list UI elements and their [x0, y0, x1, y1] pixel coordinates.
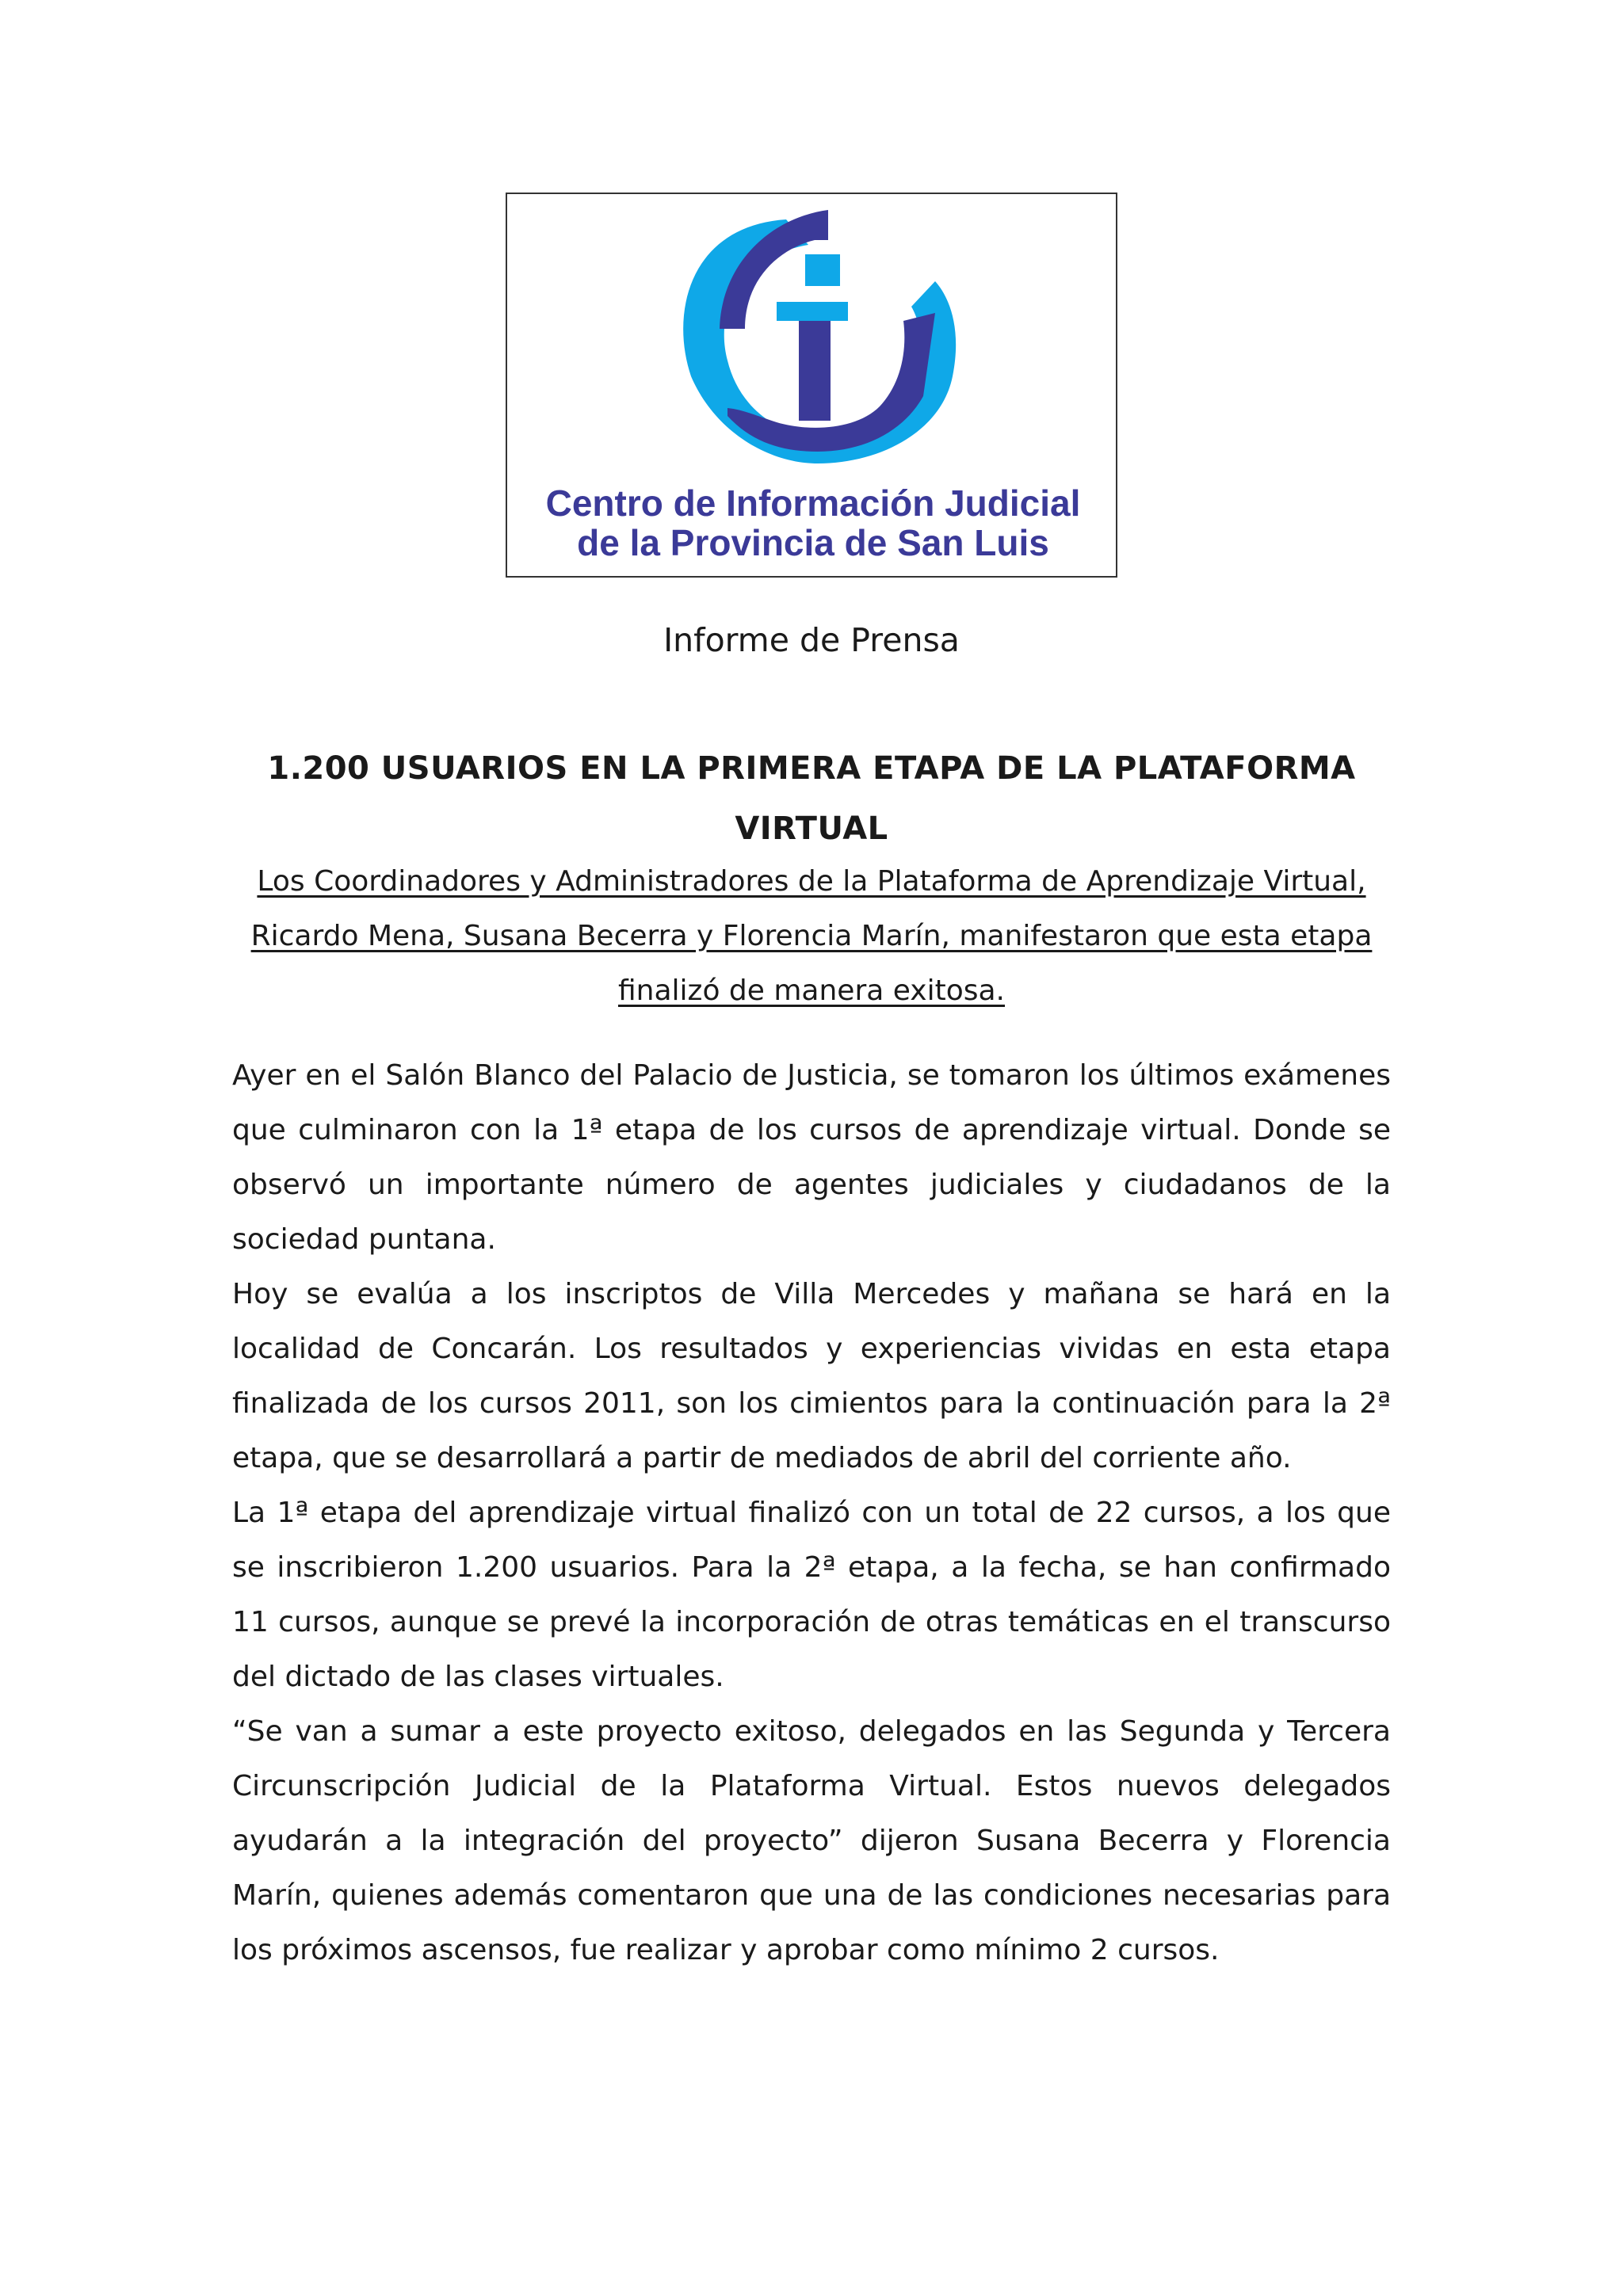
document-type-label: Informe de Prensa: [663, 621, 960, 659]
cij-logo: [507, 194, 1116, 576]
press-headline: 1.200 USUARIOS EN LA PRIMERA ETAPA DE LA PLATAFORMA VIRTUAL: [267, 750, 1356, 847]
press-body: [232, 1048, 1391, 1978]
logo-i-cap: [777, 302, 848, 321]
logo-text-line1: Centro de Información Judicial: [545, 482, 1081, 524]
press-subtitle: Los Coordinadores y Administradores de la Plataforma de Aprendizaje Virtual, Ricardo Mena, Susana Becerra y Florencia Marín, manifestaron que esta etapa finalizó de manera exitosa.: [250, 865, 1373, 1007]
logo-i-dot: [805, 254, 840, 286]
body-paragraph: “Se van a sumar a este proyecto exitoso, delegados en las Segunda y Tercera Circunscripción Judicial de la Plataforma Virtual. Estos nuevos delegados ayudarán a la integración del proyecto” dijeron Susana Becerra y Florencia Marín, quienes además comentaron que una de las condiciones necesarias para los próximos ascensos, fue realizar y aprobar como mínimo 2 cursos.: [232, 1715, 1391, 1966]
body-paragraph: Ayer en el Salón Blanco del Palacio de Justicia, se tomaron los últimos exámenes que culminaron con la 1ª etapa de los cursos de aprendizaje virtual. Donde se observó un importante número de agentes judiciales y ciudadanos de la sociedad puntana.: [232, 1059, 1391, 1256]
body-paragraph: La 1ª etapa del aprendizaje virtual finalizó con un total de 22 cursos, a los que se inscribieron 1.200 usuarios. Para la 2ª etapa, a la fecha, se han confirmado 11 cursos, aunque se prevé la incorporación de otras temáticas en el transcurso del dictado de las clases virtuales.: [232, 1497, 1391, 1693]
logo-frame: [506, 193, 1117, 578]
logo-text-line2: de la Provincia de San Luis: [577, 522, 1049, 563]
body-paragraph: Hoy se evalúa a los inscriptos de Villa Mercedes y mañana se hará en la localidad de Concarán. Los resultados y experiencias vividas en esta etapa finalizada de los cursos 2011, son los cimientos para la continuación para la 2ª etapa, que se desarrollará a partir de mediados de abril del corriente año.: [232, 1278, 1391, 1474]
